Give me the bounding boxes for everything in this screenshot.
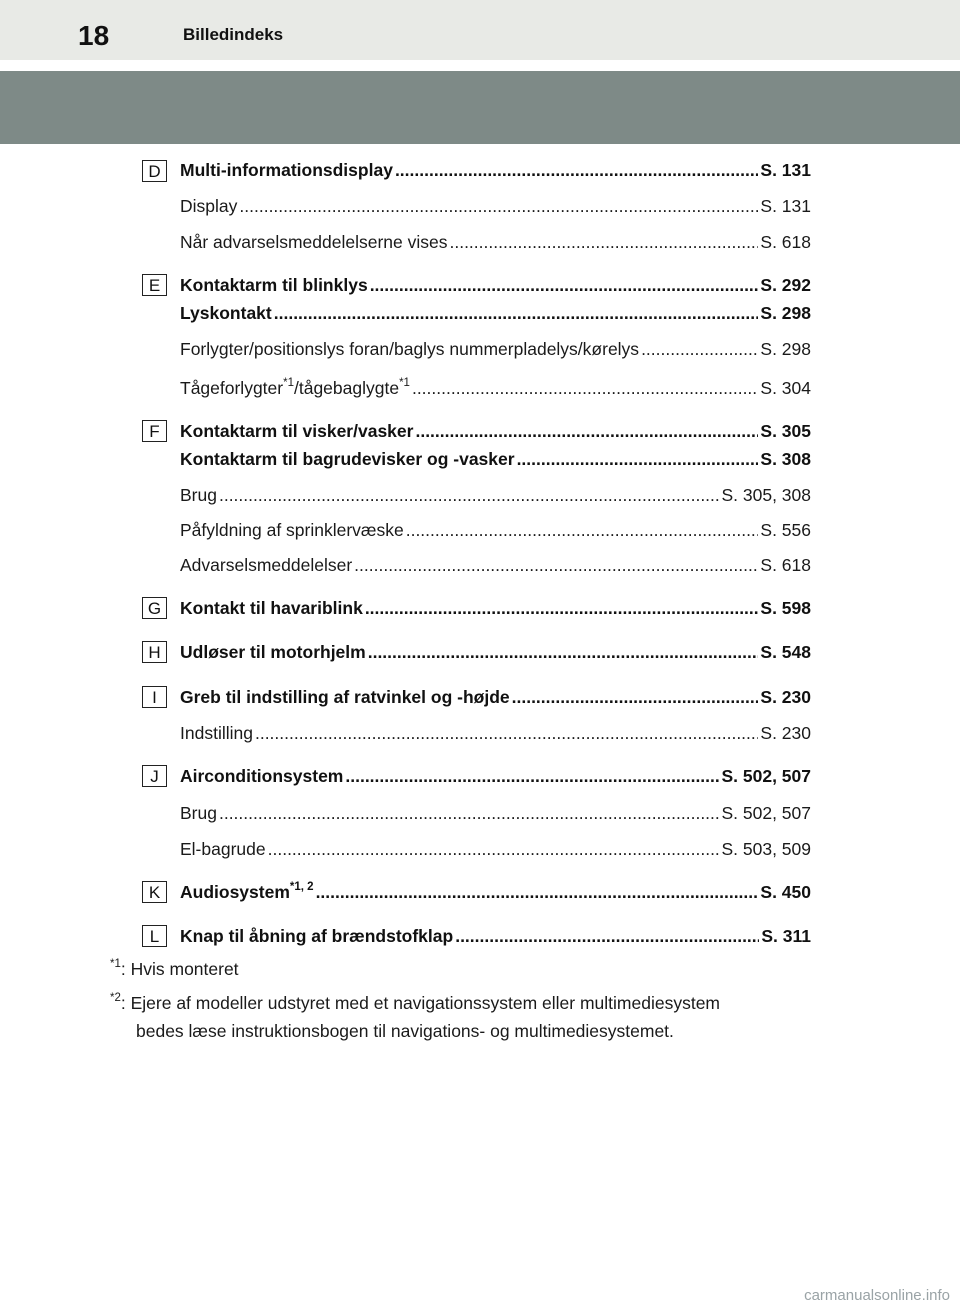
index-entry[interactable]: Advarselsmeddelelser ..... S. 618 xyxy=(180,555,811,576)
footnote-2: $^{*2}$: Ejere af modeller udstyret med et navigationssystem eller multimediesystem xyxy=(110,992,721,1013)
header-band xyxy=(0,0,960,60)
index-entry[interactable]: Lyskontakt ..... S. 298 xyxy=(180,303,811,324)
index-letter-i: I xyxy=(142,686,167,708)
index-entry[interactable]: El-bagrude ..... S. 503, 509 xyxy=(180,839,811,860)
index-entry[interactable]: Udløser til motorhjelm ..... S. 548 xyxy=(180,642,811,663)
index-letter-d: D xyxy=(142,160,167,182)
index-entry[interactable]: Airconditionsystem ..... S. 502, 507 xyxy=(180,766,811,787)
index-entry[interactable]: Tågeforlygter$^{*1}$/tågebaglygte$^{*1}$ ..... S. 304 xyxy=(180,378,811,399)
index-entry[interactable]: Når advarselsmeddelelserne vises ..... S. 618 xyxy=(180,232,811,253)
section-title: Billedindeks xyxy=(183,25,284,44)
index-entry[interactable]: Brug ..... S. 305, 308 xyxy=(180,485,811,506)
index-entry[interactable]: Multi-informationsdisplay ..... S. 131 xyxy=(180,160,811,181)
index-entry[interactable]: Indstilling ..... S. 230 xyxy=(180,723,811,744)
index-entry[interactable]: Kontaktarm til bagrudevisker og -vasker ..... S. 308 xyxy=(180,449,811,470)
index-letter-f: F xyxy=(142,420,167,442)
index-letter-h: H xyxy=(142,641,167,663)
index-entry[interactable]: Kontaktarm til blinklys ..... S. 292 xyxy=(180,275,811,296)
index-letter-e: E xyxy=(142,274,167,296)
index-entry[interactable]: Påfyldning af sprinklervæske ..... S. 556 xyxy=(180,520,811,541)
header-gray-band xyxy=(0,71,960,144)
index-letter-l: L xyxy=(142,925,167,947)
page-number: 18 xyxy=(78,20,110,51)
index-letter-j: J xyxy=(142,765,167,787)
watermark: carmanualsonline.info xyxy=(804,1287,950,1304)
index-entry[interactable]: Display ..... S. 131 xyxy=(180,196,811,217)
index-entry[interactable]: Greb til indstilling af ratvinkel og -højde ..... S. 230 xyxy=(180,687,811,708)
index-letter-g: G xyxy=(142,597,167,619)
footnote-1: $^{*1}$: Hvis monteret xyxy=(110,958,239,979)
footnote-2-continuation: bedes læse instruktionsbogen til navigations- og multimediesystemet. xyxy=(136,1021,674,1041)
index-entry[interactable]: Brug ..... S. 502, 507 xyxy=(180,803,811,824)
index-entry[interactable]: Kontakt til havariblink ..... S. 598 xyxy=(180,598,811,619)
index-entry[interactable]: Knap til åbning af brændstofklap ..... S. 311 xyxy=(180,926,811,947)
index-entry[interactable]: Kontaktarm til visker/vasker ..... S. 305 xyxy=(180,421,811,442)
index-entry[interactable]: Audiosystem$^{*1, 2}$ ..... S. 450 xyxy=(180,882,811,903)
index-letter-k: K xyxy=(142,881,167,903)
index-entry[interactable]: Forlygter/positionslys foran/baglys nummerpladelys/kørelys ..... S. 298 xyxy=(180,339,811,360)
